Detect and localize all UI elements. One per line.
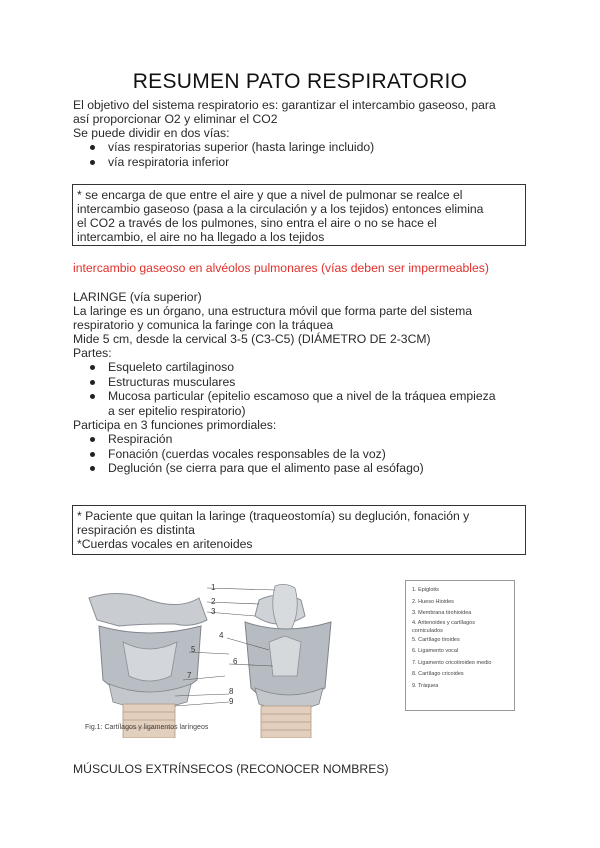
list-item: Deglución (se cierra para que el alimento pase al esófago) [73, 461, 424, 476]
list-item: vías respiratorias superior (hasta laringe incluido) [73, 140, 374, 155]
figure-number: 1 [211, 583, 216, 592]
list-item: Fonación (cuerdas vocales responsables de la voz) [73, 447, 424, 462]
laringe-def-2: respiratorio y comunica la faringe con la tráquea [73, 318, 334, 332]
legend-item: 4. Aritenoides y cartílagos [412, 619, 475, 626]
highlight-text: intercambio gaseoso en alvéolos pulmonares (vías deben ser impermeables) [73, 261, 489, 275]
parts-list-continuation: a ser epitelio respiratorio) [108, 404, 246, 418]
muscles-heading: MÚSCULOS EXTRÍNSECOS (RECONOCER NOMBRES) [73, 762, 389, 776]
figure-caption: Fig.1: Cartílagos y ligamentos laríngeos [85, 724, 209, 731]
intro-line-2: así proporcionar O2 y eliminar el CO2 [73, 112, 278, 126]
note-box-1 [72, 184, 526, 246]
functions-list [73, 432, 424, 476]
legend-item: 8. Cartílago cricoides [412, 671, 464, 677]
larynx-anterior-view [89, 593, 207, 738]
routes-list [73, 140, 374, 169]
legend-item: 3. Membrana tirohioidea [412, 610, 472, 616]
legend-item: corniculados [412, 627, 443, 634]
note-box-2 [72, 505, 526, 555]
laringe-heading: LARINGE (vía superior) [73, 290, 202, 304]
note-line: respiración es distinta [77, 523, 195, 537]
figure-number: 9 [229, 697, 234, 706]
legend-item: 9. Tráquea [412, 682, 439, 689]
figure-legend [405, 580, 515, 711]
figure-number: 6 [233, 657, 238, 666]
note-line: * Paciente que quitan la laringe (traqueostomía) su deglución, fonación y [77, 509, 470, 523]
figure-number: 5 [191, 645, 196, 654]
list-item: Mucosa particular (epitelio escamoso que a nivel de la tráquea empieza [73, 389, 496, 404]
figure-number: 2 [211, 597, 216, 606]
parts-label: Partes: [73, 346, 112, 360]
intro-line-1: El objetivo del sistema respiratorio es: garantizar el intercambio gaseoso, para [73, 98, 496, 112]
parts-list [73, 360, 496, 404]
note-line: intercambio, el aire no ha llegado a los tejidos [77, 230, 325, 244]
functions-label: Participa en 3 funciones primordiales: [73, 418, 277, 432]
legend-item: 7. Ligamento cricotiroideo medio [412, 659, 492, 666]
list-item: Esqueleto cartilaginoso [73, 360, 496, 375]
note-line: intercambio gaseoso (pasa a la circulación y a los tejidos) entonces elimina [77, 202, 484, 216]
laringe-def-1: La laringe es un órgano, una estructura móvil que forma parte del sistema [73, 304, 473, 318]
legend-item: 6. Ligamento vocal [412, 648, 459, 654]
page-title: RESUMEN PATO RESPIRATORIO [132, 70, 468, 93]
larynx-figure [79, 580, 517, 738]
note-line: * se encarga de que entre el aire y que a nivel de pulmonar se realce el [77, 188, 463, 202]
note-line: el CO2 a través de los pulmones, sino entra el aire o no se hace el [77, 216, 437, 230]
laringe-size: Mide 5 cm, desde la cervical 3-5 (C3-C5) (DIÁMETRO DE 2-3CM) [73, 332, 431, 346]
legend-item: 5. Cartílago tiroides [412, 636, 460, 643]
intro-line-3: Se puede dividir en dos vías: [73, 126, 230, 140]
note-line: *Cuerdas vocales en aritenoides [77, 537, 253, 551]
larynx-illustration [79, 580, 405, 738]
figure-number: 8 [229, 687, 234, 696]
list-item: vía respiratoria inferior [73, 155, 374, 170]
figure-number: 4 [219, 631, 224, 640]
figure-number: 3 [211, 607, 216, 616]
list-item: Respiración [73, 432, 424, 447]
legend-item: 2. Hueso Hioides [412, 598, 454, 605]
larynx-posterior-view [245, 584, 331, 738]
list-item: Estructuras musculares [73, 375, 496, 390]
legend-item: 1. Epiglotis [412, 587, 439, 593]
figure-number: 7 [187, 671, 192, 680]
